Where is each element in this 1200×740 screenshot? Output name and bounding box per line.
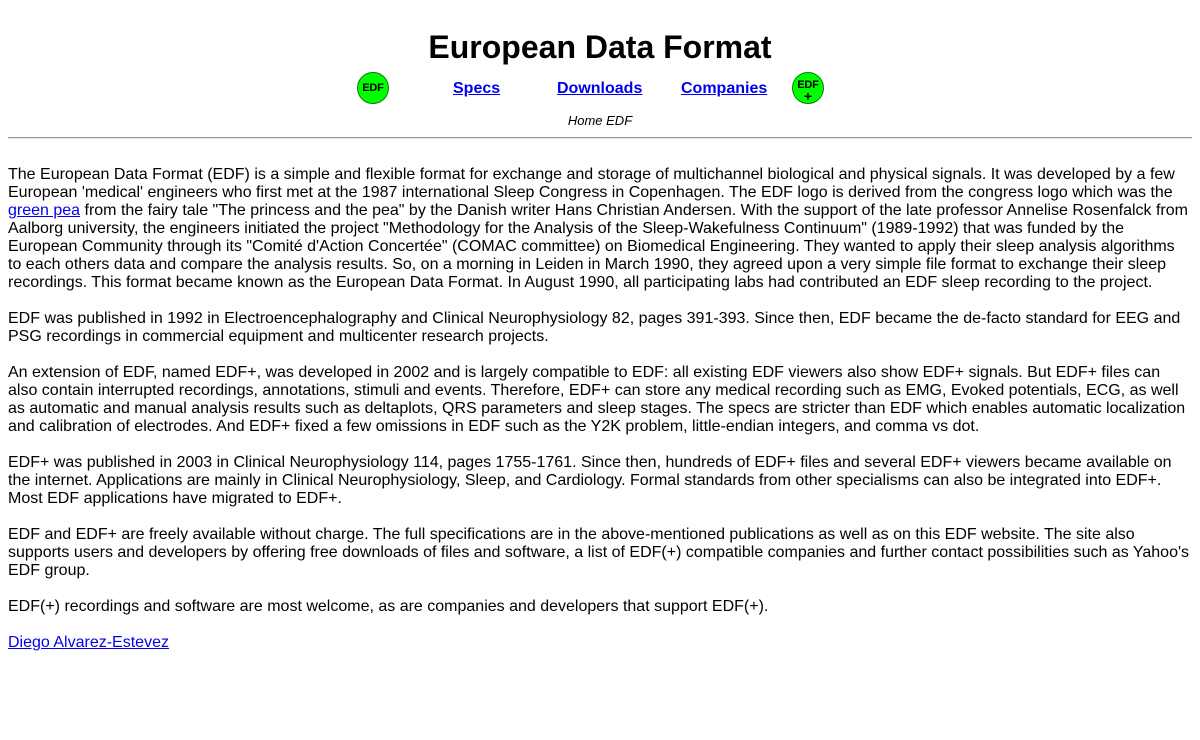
edf-logo-icon[interactable] xyxy=(357,72,389,104)
edf-logo-text: EDF xyxy=(362,82,384,94)
nav-link-specs[interactable]: Specs xyxy=(453,80,501,97)
intro-text-end: from the fairy tale "The princess and the pea" by the Danish writer Hans Christian Andersen. With the support of the late professor Annelise Rosenfalck from Aalborg university, the engineers initiated the project "Methodology for the Analysis of the Sleep-Wakefulness Continuum" (1989-1992) that was funded by the European Community through its "Comité d'Action Concertée" (COMAC committee) on Biomedical Engineering. They wanted to apply their sleep analysis algorithms to each others data and compare the analysis results. So, on a morning in Leiden in March 1990, they agreed upon a very simple file format to exchange their sleep recordings. This format became known as the European Data Format. In August 1990, all participating labs had contributed an EDF sleep recording to the project. xyxy=(8,202,1188,291)
edf-plus-logo-text: EDF xyxy=(797,79,819,91)
edf-plus-logo-icon[interactable] xyxy=(792,72,824,104)
horizontal-divider xyxy=(8,137,1192,139)
welcome-paragraph: EDF(+) recordings and software are most welcome, as are companies and developers that support EDF(+). xyxy=(8,598,769,615)
author-link[interactable]: Diego Alvarez-Estevez xyxy=(8,634,169,651)
top-nav xyxy=(0,72,1200,106)
edf-plus-logo-plus: + xyxy=(803,88,813,104)
breadcrumb: Home EDF xyxy=(567,113,633,128)
page-title: European Data Format xyxy=(428,29,772,65)
intro-paragraph xyxy=(8,166,1192,292)
main-content xyxy=(8,166,1192,670)
availability-paragraph: EDF and EDF+ are freely available without charge. The full specifications are in the above-mentioned publications as well as on this EDF website. The site also supports users and developers by offering free downloads of files and software, a list of EDF(+) compatible companies and further contact possibilities such as Yahoo's EDF group. xyxy=(8,526,1190,579)
author-paragraph xyxy=(8,634,1192,652)
intro-text-start: The European Data Format (EDF) is a simple and flexible format for exchange and storage of multichannel biological and physical signals. It was developed by a few European 'medical' engineers who first met at the 1987 international Sleep Congress in Copenhagen. The EDF logo is derived from the congress logo which was the xyxy=(8,166,1175,201)
green-pea-link[interactable]: green pea xyxy=(8,202,81,219)
nav-link-companies[interactable]: Companies xyxy=(681,80,768,97)
edf-publication-paragraph: EDF was published in 1992 in Electroencephalography and Clinical Neurophysiology 82, pages 391-393. Since then, EDF became the de-facto standard for EEG and PSG recordings in commercial equipment and multicenter research projects. xyxy=(8,310,1181,345)
edf-plus-extension-paragraph: An extension of EDF, named EDF+, was developed in 2002 and is largely compatible to EDF: all existing EDF viewers also show EDF+ signals. But EDF+ files can also contain interrupted recordings, annotations, stimuli and events. Therefore, EDF+ can store any medical recording such as EMG, Evoked potentials, ECG, as well as automatic and manual analysis results such as deltaplots, QRS parameters and sleep stages. The specs are stricter than EDF which enables automatic localization and calibration of electrodes. And EDF+ fixed a few omissions in EDF such as the Y2K problem, little-endian integers, and comma vs dot. xyxy=(8,364,1186,435)
nav-link-downloads[interactable]: Downloads xyxy=(557,80,643,97)
edf-plus-publication-paragraph: EDF+ was published in 2003 in Clinical Neurophysiology 114, pages 1755-1761. Since then, hundreds of EDF+ files and several EDF+ viewers became available on the internet. Applications are mainly in Clinical Neurophysiology, Sleep, and Cardiology. Formal standards from other specialisms can also be integrated into EDF+. Most EDF applications have migrated to EDF+. xyxy=(8,454,1172,507)
